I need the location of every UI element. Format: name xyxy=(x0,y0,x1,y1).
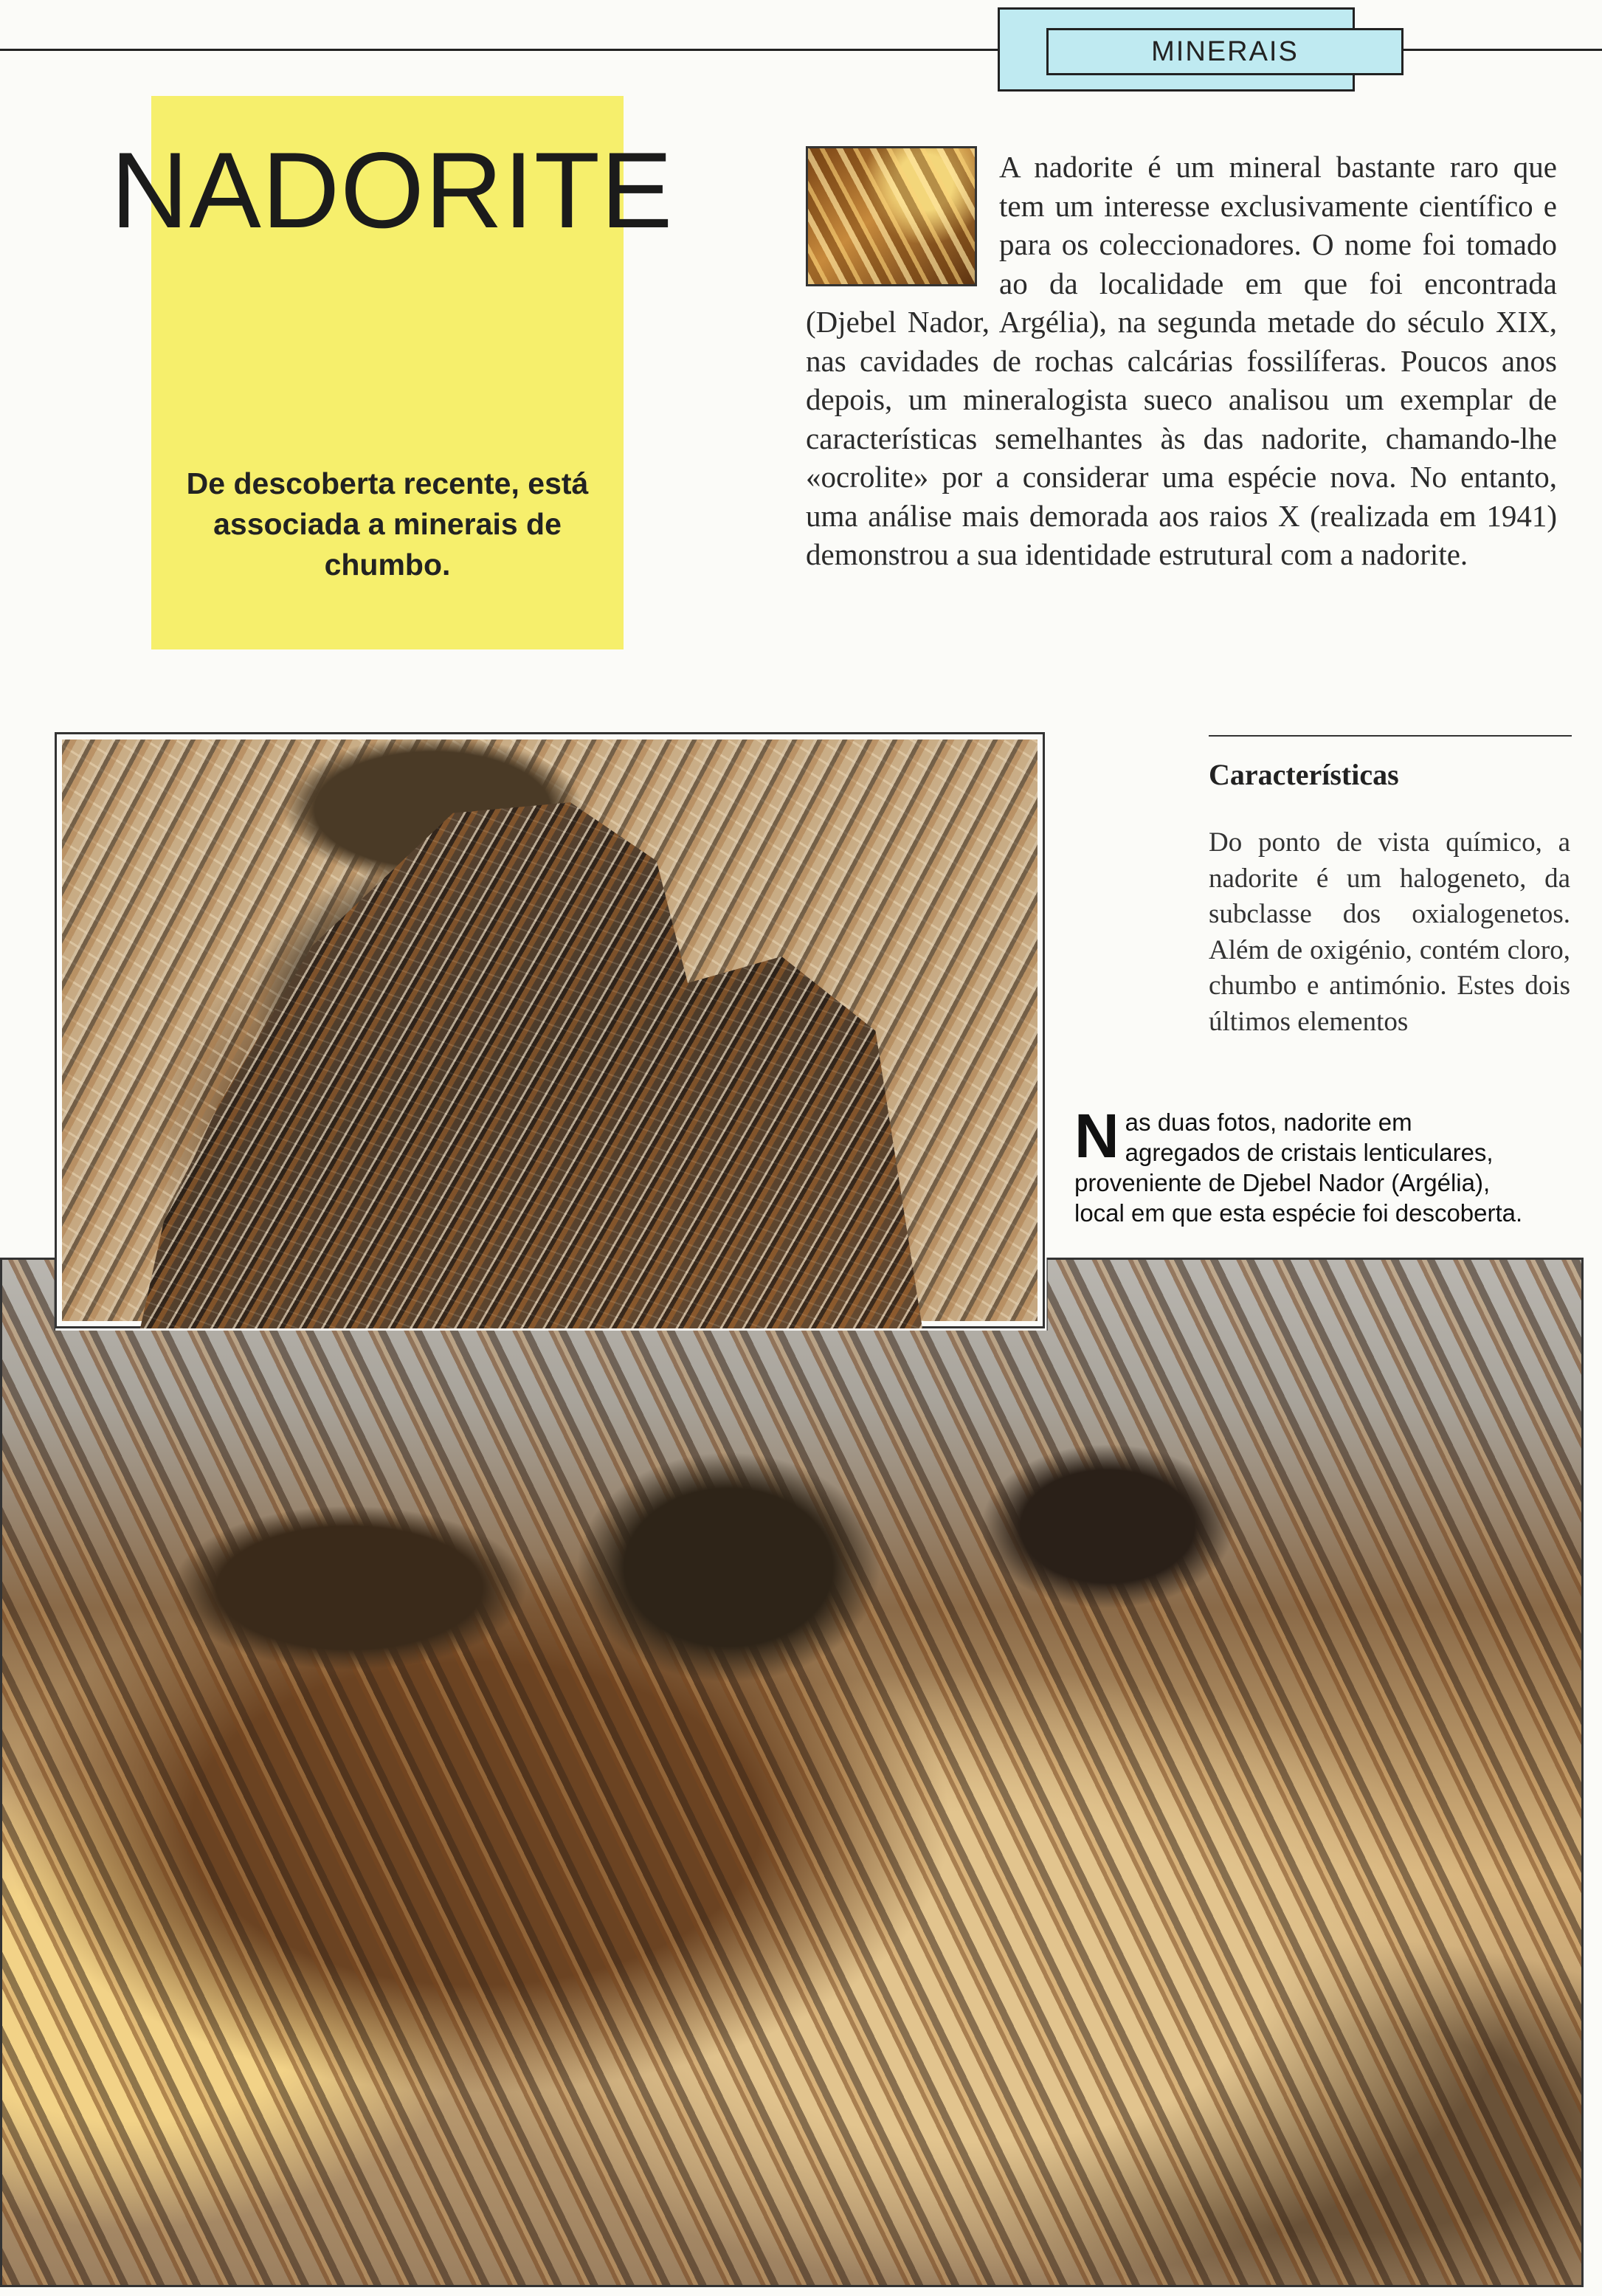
characteristics-rule xyxy=(1209,735,1572,737)
characteristics-text: Do ponto de vista químico, a nadorite é um halogeneto, da subclasse dos oxialogenetos. Além de oxigénio, contém cloro, chumbo e antimónio. Estes dois últimos elementos xyxy=(1209,827,1570,1037)
page-title: NADORITE xyxy=(111,130,674,250)
characteristics-heading: Características xyxy=(1209,758,1399,791)
title-subtitle: De descoberta recente, está associada a minerais de chumbo. xyxy=(186,466,589,582)
intro-paragraph: A nadorite é um mineral bastante raro que tem um interesse exclusivamente científico e para os coleccionadores. O nome foi tomado ao da localidade em que foi encontrada (Djebel Nador, Argélia), na segunda metade do século XIX, nas cavidades de rochas calcárias fossilíferas. Poucos anos depois, um mineralogista sueco analisou um exemplar de características semelhantes às das nadorite, chamando-lhe «ocrolite» por a considerar uma espécie nova. No entanto, uma análise mais demorada aos raios X (realizada em 1941) demonstrou a sua identidade estrutural com a nadorite. xyxy=(806,150,1557,571)
caption-dropcap: N xyxy=(1074,1101,1119,1171)
caption-text: as duas fotos, nadorite em agregados de cristais lenticulares, proveniente de Djebel Nador (Argélia), local em que esta espécie foi descoberta. xyxy=(1074,1109,1523,1227)
photo-caption xyxy=(1074,1101,1532,1228)
nadorite-photo-large xyxy=(2,1260,1581,2285)
header-rule-right xyxy=(1405,49,1602,51)
section-label: MINERAIS xyxy=(1046,28,1404,75)
